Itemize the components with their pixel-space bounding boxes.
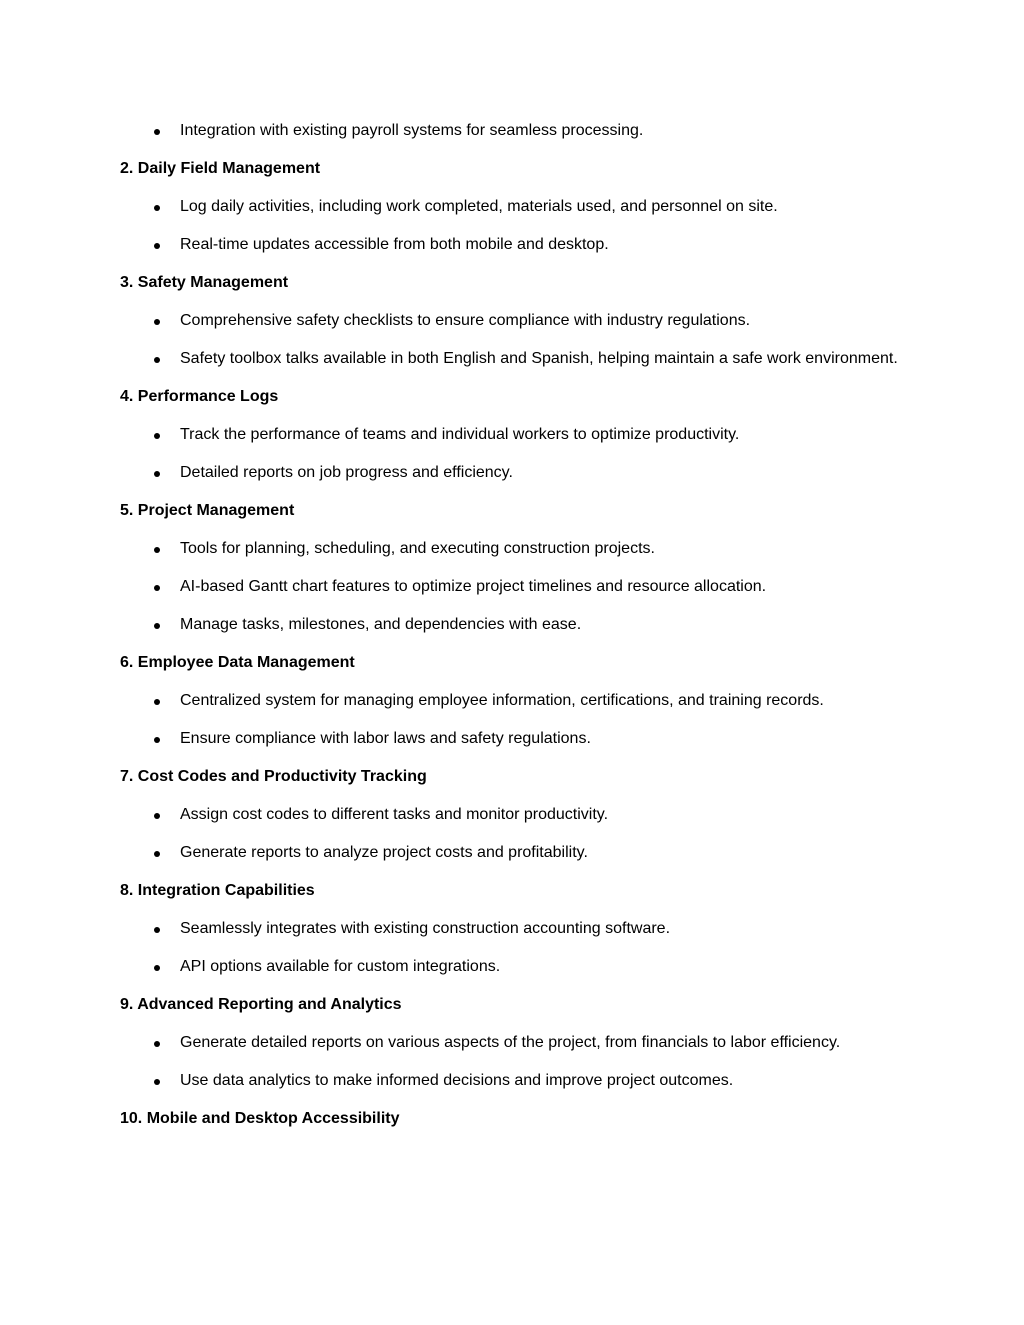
list-item-text: Real-time updates accessible from both mobile and desktop.	[180, 236, 609, 253]
list-item	[120, 119, 910, 143]
bullet-list	[120, 119, 910, 143]
bullet-icon	[154, 243, 160, 249]
list-item-text: Generate detailed reports on various aspects of the project, from financials to labor efficiency.	[180, 1034, 841, 1051]
bullet-icon	[154, 1041, 160, 1047]
list-item-text: Comprehensive safety checklists to ensure compliance with industry regulations.	[180, 312, 751, 329]
list-item-text: Seamlessly integrates with existing construction accounting software.	[180, 920, 671, 937]
bullet-icon	[154, 357, 160, 363]
bullet-list	[120, 423, 910, 485]
list-item	[120, 423, 910, 447]
list-item-text: Assign cost codes to different tasks and monitor productivity.	[180, 806, 609, 823]
bullet-list	[120, 1031, 910, 1093]
list-item	[120, 1031, 910, 1055]
bullet-icon	[154, 623, 160, 629]
list-item	[120, 613, 910, 637]
list-item	[120, 689, 910, 713]
list-item-text: Detailed reports on job progress and efficiency.	[180, 464, 513, 481]
section	[120, 499, 910, 637]
bullet-icon	[154, 699, 160, 705]
bullet-icon	[154, 319, 160, 325]
section	[120, 1107, 910, 1131]
bullet-icon	[154, 585, 160, 591]
list-item-text: API options available for custom integrations.	[180, 958, 501, 975]
list-item-text: Centralized system for managing employee information, certifications, and training records.	[180, 692, 824, 709]
bullet-icon	[154, 851, 160, 857]
list-item-text: Track the performance of teams and individual workers to optimize productivity.	[180, 426, 740, 443]
bullet-list	[120, 689, 910, 751]
section-heading: 5. Project Management	[120, 502, 295, 519]
list-item	[120, 575, 910, 599]
section	[120, 157, 910, 257]
list-item-text: Generate reports to analyze project costs and profitability.	[180, 844, 588, 861]
list-item	[120, 233, 910, 257]
list-item	[120, 347, 910, 371]
list-item	[120, 461, 910, 485]
list-item-text: AI-based Gantt chart features to optimize project timelines and resource allocation.	[180, 578, 767, 595]
section	[120, 651, 910, 751]
list-item	[120, 537, 910, 561]
list-item-text: Integration with existing payroll systems for seamless processing.	[180, 122, 644, 139]
list-item	[120, 1069, 910, 1093]
bullet-icon	[154, 965, 160, 971]
bullet-icon	[154, 813, 160, 819]
bullet-list	[120, 195, 910, 257]
list-item-text: Safety toolbox talks available in both English and Spanish, helping maintain a safe work environment.	[180, 350, 898, 367]
section-heading: 6. Employee Data Management	[120, 654, 355, 671]
bullet-icon	[154, 547, 160, 553]
section	[120, 993, 910, 1093]
bullet-list	[120, 917, 910, 979]
bullet-icon	[154, 433, 160, 439]
list-item-text: Manage tasks, milestones, and dependencies with ease.	[180, 616, 582, 633]
list-item	[120, 803, 910, 827]
list-item	[120, 841, 910, 865]
list-item	[120, 309, 910, 333]
list-item	[120, 195, 910, 219]
list-item	[120, 917, 910, 941]
section	[120, 119, 910, 143]
section-heading: 7. Cost Codes and Productivity Tracking	[120, 768, 427, 785]
bullet-icon	[154, 129, 160, 135]
section-heading: 10. Mobile and Desktop Accessibility	[120, 1110, 400, 1127]
section	[120, 385, 910, 485]
section	[120, 765, 910, 865]
bullet-icon	[154, 471, 160, 477]
list-item-text: Tools for planning, scheduling, and executing construction projects.	[180, 540, 655, 557]
section-heading: 3. Safety Management	[120, 274, 289, 291]
list-item	[120, 955, 910, 979]
bullet-icon	[154, 1079, 160, 1085]
section-heading: 9. Advanced Reporting and Analytics	[120, 996, 402, 1013]
list-item	[120, 727, 910, 751]
section-heading: 4. Performance Logs	[120, 388, 279, 405]
section-heading: 8. Integration Capabilities	[120, 882, 315, 899]
section-heading: 2. Daily Field Management	[120, 160, 321, 177]
bullet-icon	[154, 927, 160, 933]
section	[120, 271, 910, 371]
document-body	[120, 119, 910, 1145]
list-item-text: Log daily activities, including work completed, materials used, and personnel on site.	[180, 198, 778, 215]
bullet-list	[120, 537, 910, 637]
list-item-text: Ensure compliance with labor laws and safety regulations.	[180, 730, 591, 747]
section	[120, 879, 910, 979]
bullet-icon	[154, 737, 160, 743]
list-item-text: Use data analytics to make informed decisions and improve project outcomes.	[180, 1072, 734, 1089]
bullet-list	[120, 803, 910, 865]
bullet-icon	[154, 205, 160, 211]
bullet-list	[120, 309, 910, 371]
